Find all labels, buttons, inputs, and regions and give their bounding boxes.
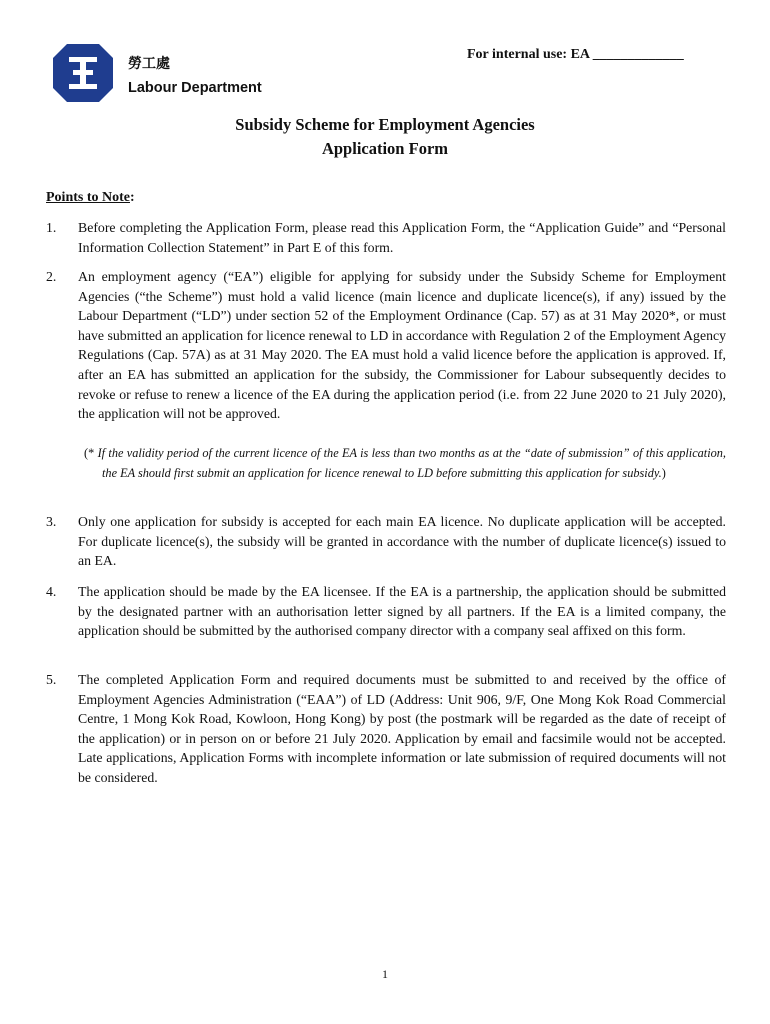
form-subtitle: Application Form — [321, 139, 449, 158]
labour-department-emblem-icon — [53, 44, 113, 102]
footnote-text: If the validity period of the current licence of the EA is less than two months as at the “date of submission” of this application, the EA should first submit an application for licence renewal to LD before submitting this application for subsidy. — [97, 446, 727, 480]
list-item-text: The completed Application Form and required documents must be submitted to and received by the office of Employment Agencies Administration (“EAA”) of LD (Address: Unit 906, 9/F, One Mong Kok Road Commercial Centre, 1 Mong Kok Road, Kowloon, Hong Kong) by post (the postmark will be regarded as the date of receipt of the application) or in person on or before 21 July 2020. Application by email and facsimile would not be accepted. Late applications, Application Forms with incomplete information or late submission of required documents will not be considered. — [78, 672, 726, 785]
points-heading-text: Points to Note — [46, 190, 130, 205]
footnote-marker: (* — [84, 446, 95, 460]
list-item — [46, 670, 726, 788]
list-item-text: The application should be made by the EA licensee. If the EA is a partnership, the application should be submitted by the designated partner with an authorisation letter signed by all partners. If the EA is a limited company, the application should be submitted by the authorised company director with a company seal affixed on this form. — [78, 584, 726, 639]
list-item-number: 4. — [46, 584, 57, 599]
labour-department-logo — [53, 44, 113, 102]
list-item-text: Only one application for subsidy is accepted for each main EA licence. No duplicate application will be accepted. For duplicate licence(s), the subsidy will be granted in accordance with the number of duplicate licence(s) issued to an EA. — [78, 514, 726, 569]
list-item — [46, 267, 726, 424]
page-number: 1 — [382, 967, 388, 981]
department-name-chinese: 勞工處 — [128, 56, 170, 72]
list-item — [46, 218, 726, 257]
list-item-number: 1. — [46, 220, 57, 235]
footnote — [84, 443, 726, 483]
points-to-note-heading — [46, 190, 135, 206]
points-heading-colon: : — [130, 190, 135, 205]
department-name-english: Labour Department — [128, 80, 262, 96]
internal-use-field: For internal use: EA _____________ — [467, 47, 684, 62]
list-item-text: Before completing the Application Form, please read this Application Form, the “Application Guide” and “Personal Information Collection Statement” in Part E of this form. — [78, 220, 726, 255]
list-item-number: 3. — [46, 514, 57, 529]
list-item — [46, 582, 726, 641]
list-item-number: 2. — [46, 269, 57, 284]
list-item-number: 5. — [46, 672, 57, 687]
list-item — [46, 512, 726, 571]
list-item-text: An employment agency (“EA”) eligible for applying for subsidy under the Subsidy Scheme for Employment Agencies (“the Scheme”) must hold a valid licence (main licence and duplicate licence(s), if any) issued by the Labour Department (“LD”) under section 52 of the Employment Ordinance (Cap. 57) as at 31 May 2020*, or must have submitted an application for licence renewal to LD in accordance with Regulation 2 of the Employment Agency Regulations (Cap. 57A) as at 31 May 2020. The EA must hold a valid licence before the application is approved. If, after an EA has submitted an application for the subsidy, the Commissioner for Labour subsequently decides to revoke or refuse to renew a licence of the EA during the application period (i.e. from 22 June 2020 to 21 July 2020), the application will not be approved. — [78, 269, 726, 422]
form-title: Subsidy Scheme for Employment Agencies — [235, 115, 535, 134]
footnote-close: ) — [661, 466, 666, 480]
